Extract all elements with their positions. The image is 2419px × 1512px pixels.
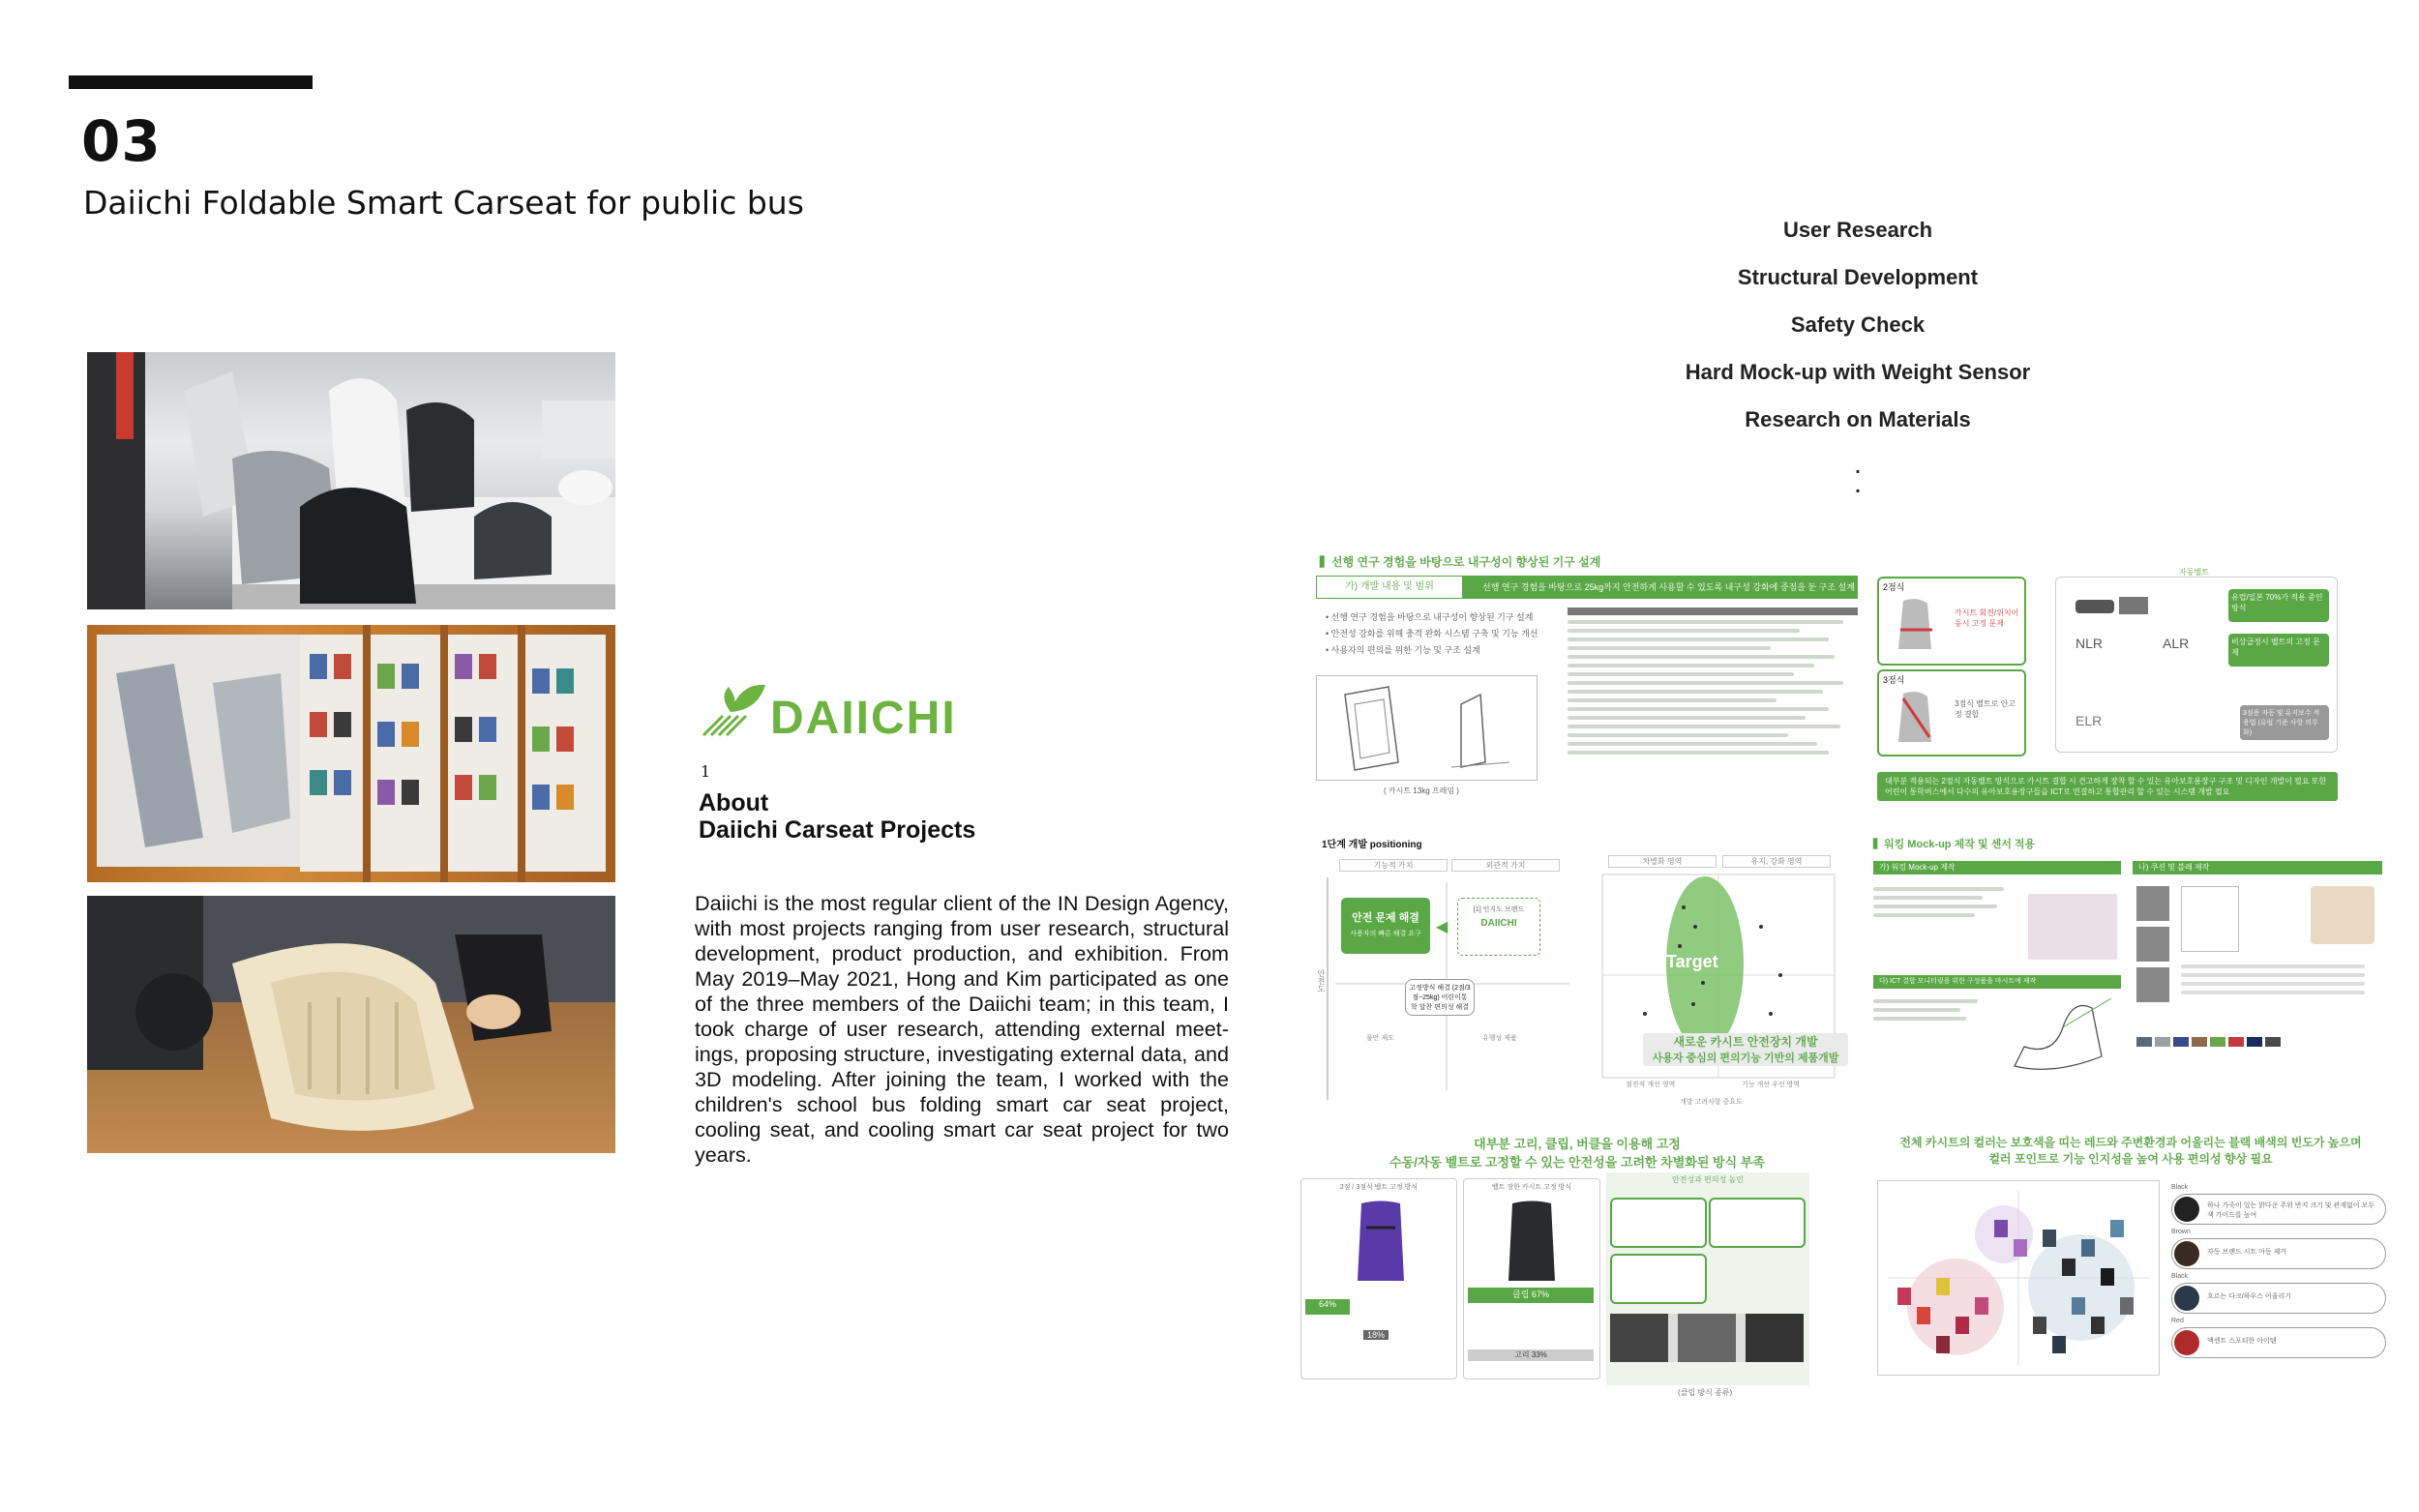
color-swatch [2247, 1037, 2262, 1047]
slide7-legend-text: 흐르는 다크/하우스 어울리기 [2207, 1293, 2291, 1300]
slide-belt-types [1869, 567, 2344, 803]
slide2-green-note: 비상급정시 벨트의 고정 문제 [2228, 634, 2329, 667]
slide4-matrix-axes [1587, 869, 1858, 1101]
slide-structure-design [1316, 549, 1858, 801]
slide1-bullet: • 안전성 강화를 위해 충격 완화 시스템 구축 및 기능 개선 [1326, 629, 1538, 638]
task-more-dot: . [1855, 457, 1861, 478]
slide2-alr: ALR [2163, 636, 2190, 651]
daiichi-logo-text: DAIICHI [770, 693, 957, 744]
slide5-cushion-image [2311, 886, 2374, 944]
task-item: Research on Materials [1745, 407, 1971, 431]
slide6-title2: 수동/자동 벨트로 고정할 수 있는 안전성을 고려한 차별화된 방식 부족 [1389, 1155, 1765, 1170]
slide5-frame-thumb [2181, 886, 2239, 952]
slide4-bot1: 점진적 개선 영역 [1626, 1082, 1676, 1088]
task-item: Hard Mock-up with Weight Sensor [1685, 360, 2031, 384]
slide3-bottom-right: 유행성 제품 [1482, 1035, 1517, 1042]
slide6-panel1 [1300, 1178, 1457, 1379]
color-swatch [2210, 1037, 2225, 1047]
slide6-clip-image [1610, 1314, 1804, 1362]
slide6-pct3: 클립 67% [1468, 1288, 1594, 1303]
slide2-green-note: 유럽/일본 70%가 적용 중인 방식 [2228, 589, 2329, 622]
slide-mockup-sensor [1869, 834, 2382, 1095]
slide7-legend-item [2171, 1273, 2390, 1318]
slide6-clip-box [1709, 1198, 1806, 1248]
slide6-panel3 [1606, 1172, 1809, 1385]
slide3-brand-logo: DAIICHI [1480, 918, 1517, 929]
red-swatch-icon [2174, 1330, 2199, 1355]
slide3-green-title: 안전 문제 해결 [1352, 912, 1419, 924]
brown-swatch-icon [2174, 1241, 2199, 1266]
about-heading-line2: Daiichi Carseat Projects [699, 816, 976, 844]
slide2-badge: 3점식 [1883, 675, 1905, 685]
slide3-brand-box [1457, 898, 1540, 956]
slide2-badge: 2점식 [1883, 582, 1905, 592]
slide1-caption: ( 카시트 13kg 프레임 ) [1384, 786, 1459, 795]
about-paragraph: Daiichi is the most regular client of the IN Design Agency, with most projects ranging from user research, structural development, product production, and exhibition. From May 2019–May 2021, Hong and Kim participated as one of the three members of the Daiichi team; in this team, I took charge of user research, attending external meet-ings, proposing structure, investigating external data, and 3D modeling. After joining the team, I worked with the children's school bus folding smart car seat project, cooling seat, and cooling smart car seat project for two years. [695, 891, 1229, 1167]
slide7-color-cluster [1878, 1181, 2159, 1375]
slide3-green-box [1341, 898, 1430, 954]
task-item: Structural Development [1737, 265, 1979, 289]
slide1-tab1: 가) 개발 내용 및 범위 [1316, 576, 1463, 599]
slide7-title1: 전체 카시트의 컬러는 보호색을 띠는 레드와 주변환경과 어울리는 블랙 배색의 빈도가 높으며 [1899, 1136, 2362, 1149]
slide2-box-2pt [1877, 577, 2026, 666]
slide5-tab1: 가) 워킹 Mock-up 제작 [1873, 861, 2121, 875]
slide-fixing-methods [1297, 1130, 1858, 1401]
slide3-title: 1단계 개발 positioning [1322, 840, 1422, 850]
slide2-footer: 대부분 적용되는 2점식 자동벨트 방식으로 카시트 결합 시 견고하게 장착 할 수 있는 유아보호용장구 구조 및 디자인 개발이 필요 또한 어린이 통학버스에서 다수의 유아보호용장구들을 ICT로 연결하고 통합관리 할 수 있는 시스템 개발 필요 [1877, 772, 2338, 801]
slide6-right-label: 안전성과 편의성 높인 [1672, 1175, 1744, 1184]
black-carseat-icon [1503, 1199, 1561, 1286]
slide7-legend-label: Black [2171, 1184, 2189, 1191]
slide3-green-sub: 사용자의 빠른 해결 요구 [1350, 931, 1421, 937]
slide4-top1: 차별화 영역 [1608, 855, 1717, 868]
task-more-dot: . [1855, 476, 1861, 497]
task-item: Safety Check [1790, 312, 1926, 337]
slide7-legend-item [2171, 1318, 2390, 1362]
slide3-axis-label: 안전도 [1317, 969, 1326, 993]
slide6-clip-box [1610, 1254, 1707, 1304]
slide4-banner1: 새로운 카시트 안전장치 개발 [1673, 1035, 1818, 1049]
section-bar [69, 75, 313, 89]
task-list [1606, 217, 2109, 497]
color-swatch [2228, 1037, 2244, 1047]
slide3-col1: 기능적 가치 [1339, 859, 1448, 872]
slide1-table-header [1568, 608, 1858, 615]
slide5-tab2: 나) 쿠션 및 블레 제작 [2133, 861, 2382, 875]
slide5-seat-sketch-icon [1995, 989, 2121, 1085]
slide5-seat-thumb [2136, 886, 2169, 1002]
slide7-legend-text: 자동 브랜드 시트 아동 제거 [2207, 1249, 2287, 1256]
showroom-photo [87, 352, 615, 609]
slide-color-research [1869, 1130, 2392, 1401]
slide5-sub2: 다) ICT 결합 모니터링을 위한 구성품을 마시트에 제작 [1873, 975, 2121, 989]
slide6-title1: 대부분 고리, 클립, 버클을 이용해 고정 [1474, 1137, 1681, 1151]
slide1-frame-sketch-icon [1316, 675, 1538, 782]
seat-icon [1889, 596, 1947, 654]
daiichi-logo-icon [702, 683, 769, 742]
slide4-xaxis: 개발 고려사항 중요도 [1680, 1099, 1743, 1106]
slide6-pct2: 18% [1363, 1330, 1389, 1340]
color-swatch [2136, 1037, 2152, 1047]
slide7-legend-label: Black [2171, 1273, 2189, 1280]
dark-swatch-icon [2174, 1286, 2199, 1311]
slide6-panel2 [1463, 1178, 1600, 1379]
slide3-col2: 외관적 가치 [1451, 859, 1560, 872]
slide6-pct4: 고리 33% [1468, 1349, 1594, 1361]
slide6-panel2-label: 벨트 장한 카시트 고정 방식 [1491, 1184, 1572, 1191]
slide2-nlr: NLR [2076, 636, 2104, 651]
slide7-legend-item [2171, 1184, 2390, 1229]
slide5-heading: ▍워킹 Mock-up 제작 및 센서 적용 [1873, 839, 2036, 850]
slide5-mockup-image [2028, 894, 2117, 960]
slide7-collage [1877, 1180, 2160, 1376]
slide7-legend-label: Red [2171, 1318, 2184, 1324]
about-heading [699, 789, 975, 844]
color-swatch [2173, 1037, 2189, 1047]
slide2-elr: ELR [2076, 713, 2103, 728]
slide2-gray-note: 3점용 자동 및 유지보수 적용법 (유럽 기준 사항 의무화) [2240, 705, 2329, 740]
slide1-bullet: • 선행 연구 경험을 바탕으로 내구성이 향상된 기구 설계 [1326, 612, 1534, 622]
slide7-legend-text: 하나 가죽이 있는 밝다운 주위 반지 크기 및 관계없이 모두 색 가이드를 높여 [2207, 1202, 2375, 1219]
slide6-pct1: 64% [1305, 1299, 1350, 1315]
task-item: User Research [1782, 218, 1933, 242]
slide4-target-label: Target [1666, 952, 1718, 971]
slide6-clip-box [1610, 1198, 1707, 1248]
section-number: 03 [81, 108, 162, 174]
slide1-heading: ▍선행 연구 경험을 바탕으로 내구성이 향상된 기구 설계 [1320, 555, 1601, 569]
slide-positioning [1316, 834, 1577, 1105]
color-swatch [2155, 1037, 2170, 1047]
product-wall-photo [87, 625, 615, 882]
slide2-red-note: 3점식 벨트로 안고정 결합 [1955, 699, 2016, 719]
slide6-panel1-label: 2점 / 3점식 벨트 고정 방식 [1339, 1184, 1419, 1191]
slide7-legend-item [2171, 1229, 2390, 1273]
slide2-red-note: 카시트 회전/위치이동시 고정 문제 [1955, 608, 2019, 628]
belt-retractor-icon [2066, 585, 2163, 634]
slide4-bot2: 기능 개선 우선 영역 [1742, 1082, 1800, 1088]
black-swatch-icon [2174, 1197, 2199, 1222]
slide3-arrow-icon: ◀ [1436, 919, 1448, 935]
slide3-mid-box: 고정방식 해결 (2점/3점~25kg) 어린이통학 알찬 편의성 해결 [1405, 979, 1475, 1016]
section-title: Daiichi Foldable Smart Carseat for public bus [83, 184, 804, 222]
slide7-title2: 컬러 포인트로 기능 인지성을 높여 사용 편의성 향상 필요 [1988, 1152, 2273, 1166]
slide-target-matrix [1587, 845, 1858, 1109]
slide4-banner [1643, 1033, 1848, 1066]
about-index: 1 [701, 762, 711, 781]
slide4-banner2: 사용자 중심의 편의기능 기반의 제품개발 [1652, 1052, 1839, 1064]
slide6-footer: (클립 방식 종류) [1678, 1388, 1733, 1397]
slide2-box-3pt [1877, 669, 2026, 756]
about-heading-line1: About [699, 789, 769, 816]
color-swatch [2192, 1037, 2207, 1047]
frame-mockup-photo [87, 896, 615, 1153]
slide7-legend-text: 액센트 스포티한 아이템 [2207, 1338, 2277, 1345]
slide2-top-label: 자동벨트 [2179, 568, 2209, 577]
color-swatch [2265, 1037, 2281, 1047]
slide2-belt-panel [2055, 577, 2338, 753]
slide3-bottom-left: 물안 제도 [1366, 1035, 1394, 1042]
slide3-brand: [1] 인지도 브랜드 [1473, 906, 1525, 913]
seat-icon [1889, 689, 1947, 747]
slide7-legend-label: Brown [2171, 1229, 2191, 1235]
slide1-tab2: 선행 연구 경험을 바탕으로 25kg까지 안전하게 사용할 수 있도록 내구성 강화에 중점을 둔 구조 설계 [1463, 576, 1858, 599]
purple-carseat-icon [1352, 1199, 1410, 1286]
slide1-bullet: • 사용자의 편의를 위한 기능 및 구조 설계 [1326, 645, 1480, 655]
slide4-top2: 유지, 강화 영역 [1722, 855, 1831, 868]
